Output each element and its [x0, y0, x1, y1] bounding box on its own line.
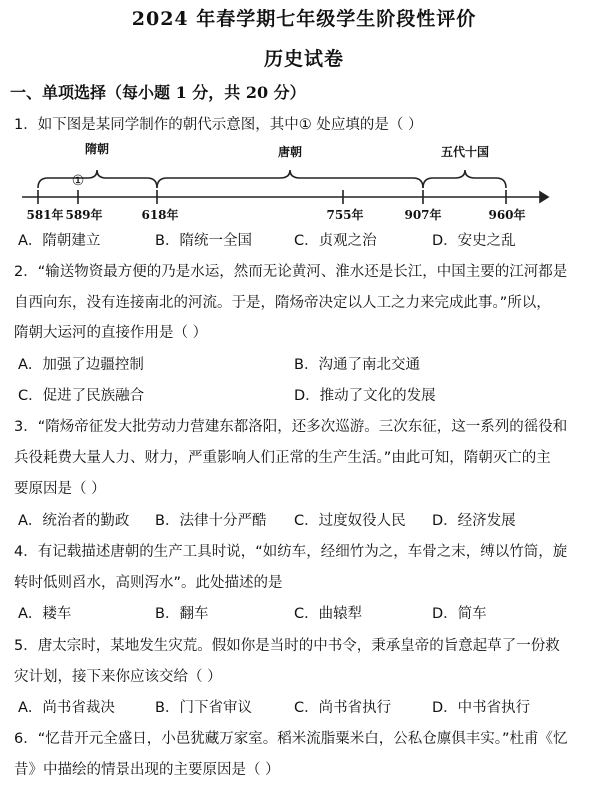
year-960: 960年: [488, 208, 526, 222]
q4-option-a[interactable]: A．耧车: [18, 606, 72, 622]
q2-option-b[interactable]: B．沟通了南北交通: [294, 357, 420, 373]
year-581: 581年: [26, 208, 64, 222]
q6-stem-line1: 6．“忆昔开元全盛日，小邑犹藏万家室。稻米流脂粟米白，公私仓廪俱丰实。”杜甫《忆: [14, 731, 568, 747]
year-755: 755年: [326, 208, 364, 222]
period-sui: 隋朝: [84, 142, 110, 156]
timeline-arrow: [540, 192, 548, 202]
q4-stem-line1: 4．有记载描述唐朝的生产工具时说，“如纺车，经细竹为之，车骨之末，缚以竹筒，旋: [14, 544, 568, 560]
sui-brace: [38, 170, 157, 188]
q3-option-c[interactable]: C．过度奴役人民: [294, 513, 406, 529]
section-title: 一、单项选择（每小题 1 分，共 20 分）: [10, 83, 306, 102]
q5-stem-line1: 5．唐太宗时，某地发生灾荒。假如你是当时的中书令，秉承皇帝的旨意起草了一份救: [14, 638, 560, 654]
timeline-marker: ①: [71, 173, 85, 189]
period-tang: 唐朝: [277, 145, 303, 159]
q4-option-b[interactable]: B．翻车: [155, 606, 209, 622]
dynasty-timeline: [0, 132, 608, 224]
q2-stem-line1: 2．“输送物资最方便的乃是水运，然而无论黄河、淮水还是长江，中国主要的江河都是: [14, 264, 568, 280]
q3-stem-line3: 要原因是（ ）: [14, 481, 106, 497]
year-907: 907年: [404, 208, 442, 222]
q5-option-c[interactable]: C．尚书省执行: [294, 700, 392, 716]
q1-option-c[interactable]: C．贞观之治: [294, 233, 377, 249]
q1-option-d[interactable]: D．安史之乱: [432, 233, 516, 249]
q2-option-c[interactable]: C．促进了民族融合: [18, 388, 145, 404]
period-five-dynasties: 五代十国: [440, 145, 490, 159]
exam-subtitle: 历史试卷: [263, 48, 344, 70]
tang-brace: [157, 170, 423, 188]
q5-option-b[interactable]: B．门下省审议: [155, 700, 252, 716]
q5-option-a[interactable]: A．尚书省裁决: [18, 700, 115, 716]
q4-stem-line2: 转时低则舀水，高则泻水”。此处描述的是: [14, 575, 283, 591]
q1-stem: 1．如下图是某同学制作的朝代示意图，其中① 处应填的是（ ）: [14, 117, 423, 133]
q3-stem-line2: 兵役耗费大量人力、财力，严重影响人们正常的生产生活。”由此可知，隋朝灭亡的主: [14, 450, 551, 466]
q3-option-b[interactable]: B．法律十分严酷: [155, 513, 267, 529]
exam-title: 2024 年春学期七年级学生阶段性评价: [131, 8, 477, 30]
q1-option-a[interactable]: A．隋朝建立: [18, 233, 101, 249]
year-589: 589年: [65, 208, 103, 222]
q4-option-c[interactable]: C．曲辕犁: [294, 606, 363, 622]
q6-stem-line2: 昔》中描绘的情景出现的主要原因是（ ）: [14, 762, 280, 778]
q4-option-d[interactable]: D．简车: [432, 606, 487, 622]
q2-stem-line2: 自西向东，没有连接南北的河流。于是，隋炀帝决定以人工之力来完成此事。”所以，: [14, 295, 551, 311]
five-dynasties-brace: [423, 170, 506, 188]
q3-option-a[interactable]: A．统治者的勤政: [18, 513, 130, 529]
q1-option-b[interactable]: B．隋统一全国: [155, 233, 252, 249]
q3-stem-line1: 3．“隋炀帝征发大批劳动力营建东都洛阳，还多次巡游。三次东征，这一系列的徭役和: [14, 419, 568, 435]
q3-option-d[interactable]: D．经济发展: [432, 513, 516, 529]
q2-stem-line3: 隋朝大运河的直接作用是（ ）: [14, 325, 208, 341]
q5-stem-line2: 灾计划，接下来你应该交给（ ）: [14, 669, 222, 685]
q2-option-a[interactable]: A．加强了边疆控制: [18, 357, 144, 373]
year-618: 618年: [141, 208, 179, 222]
q2-option-d[interactable]: D．推动了文化的发展: [294, 388, 436, 404]
q5-option-d[interactable]: D．中书省执行: [432, 700, 531, 716]
